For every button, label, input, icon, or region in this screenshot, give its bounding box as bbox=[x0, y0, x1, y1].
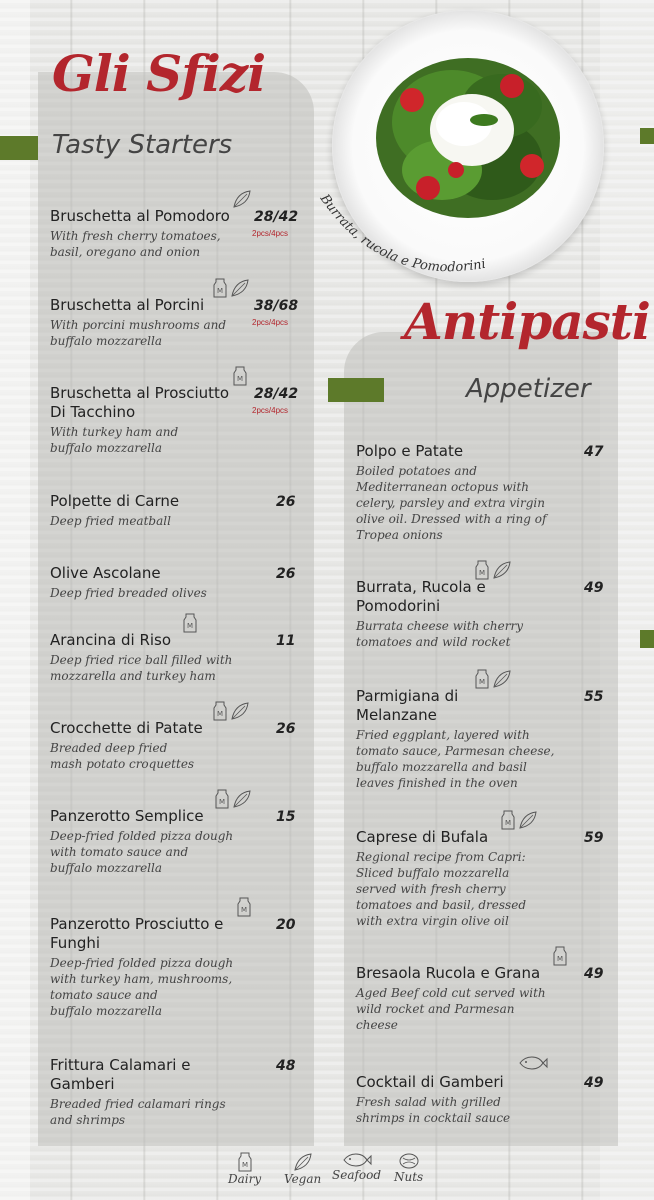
item-dietary-icons bbox=[214, 789, 252, 809]
item-price: 15 bbox=[276, 809, 296, 825]
legend-nuts bbox=[394, 1152, 423, 1184]
item-price: 55 bbox=[584, 689, 604, 705]
vegan-icon bbox=[492, 669, 512, 689]
appetizers-item bbox=[356, 442, 576, 543]
item-description: With fresh cherry tomatoes, basil, oregano and onion bbox=[50, 229, 221, 259]
dairy-icon bbox=[500, 810, 516, 830]
item-price: 59 bbox=[584, 830, 604, 846]
item-description: Deep fried meatball bbox=[50, 514, 171, 528]
item-name: Burrata, Rucola e Pomodorini bbox=[356, 578, 486, 615]
item-name: Caprese di Bufala bbox=[356, 828, 489, 846]
item-name: Bruschetta al Pomodoro bbox=[50, 207, 230, 225]
item-name: Bresaola Rucola e Grana bbox=[356, 964, 541, 982]
item-price: 26 bbox=[276, 494, 296, 510]
item-price: 26 bbox=[276, 566, 296, 582]
svg-text:M: M bbox=[478, 569, 486, 577]
accent-bar-right bbox=[328, 378, 384, 402]
item-price: 26 bbox=[276, 721, 296, 737]
svg-text:M: M bbox=[240, 906, 248, 914]
item-description: Deep fried breaded olives bbox=[50, 586, 207, 600]
starters-item bbox=[50, 807, 250, 876]
appetizers-item bbox=[356, 687, 576, 791]
item-dietary-icons bbox=[552, 946, 568, 966]
item-price: 48 bbox=[276, 1058, 296, 1074]
item-description: Boiled potatoes and Mediterranean octopus with celery, parsley and extra virgin olive oil. Dressed with a ring of Tropea onions bbox=[356, 464, 547, 542]
item-price: 49 bbox=[584, 966, 604, 982]
item-name: Arancina di Riso bbox=[50, 631, 172, 649]
svg-text:Burrata, rucola e Pomodorini bbox=[316, 191, 487, 275]
item-dietary-icons bbox=[182, 613, 198, 633]
legend-label: Nuts bbox=[394, 1170, 424, 1184]
dairy-icon bbox=[474, 669, 490, 689]
item-name: Crocchette di Patate bbox=[50, 719, 203, 737]
item-description: Deep-fried folded pizza dough with tomato sauce and buffalo mozzarella bbox=[50, 829, 234, 875]
dairy-icon bbox=[552, 946, 568, 966]
item-price: 47 bbox=[584, 444, 604, 460]
appetizers-item bbox=[356, 1073, 576, 1126]
vegan-icon bbox=[232, 189, 252, 209]
appetizers-subtitle: Appetizer bbox=[466, 374, 591, 404]
dairy-icon bbox=[474, 560, 490, 580]
legend-label: Vegan bbox=[284, 1172, 322, 1186]
dairy-icon bbox=[212, 701, 228, 721]
plate-caption bbox=[300, 170, 560, 300]
item-name: Olive Ascolane bbox=[50, 564, 161, 582]
item-name: Polpo e Patate bbox=[356, 442, 464, 460]
plate-caption-text: Burrata, rucola e Pomodorini bbox=[316, 191, 487, 276]
item-price: 20 bbox=[276, 917, 296, 933]
starters-item bbox=[50, 207, 250, 260]
appetizers-item bbox=[356, 578, 576, 650]
dairy-icon bbox=[212, 278, 228, 298]
starters-item bbox=[50, 492, 250, 529]
nuts-icon bbox=[394, 1152, 423, 1170]
legend-label: Dairy bbox=[228, 1172, 262, 1186]
starters-item bbox=[50, 1056, 250, 1128]
item-price: 38/68 bbox=[254, 298, 299, 314]
vegan-icon bbox=[232, 789, 252, 809]
item-description: Breaded fried calamari rings and shrimps bbox=[50, 1097, 226, 1127]
starters-item bbox=[50, 915, 250, 1019]
item-name: Frittura Calamari e Gamberi bbox=[50, 1056, 191, 1093]
legend-label: Seafood bbox=[332, 1168, 382, 1182]
starters-item bbox=[50, 719, 250, 772]
accent-bar-left bbox=[0, 136, 38, 160]
item-description: Breaded deep fried mash potato croquettes bbox=[50, 741, 195, 771]
appetizers-item bbox=[356, 964, 576, 1033]
appetizers-title: Antipasti bbox=[404, 292, 650, 351]
dairy-icon bbox=[214, 789, 230, 809]
dairy-icon bbox=[232, 366, 248, 386]
item-price: 11 bbox=[276, 633, 296, 649]
item-description: Deep fried rice ball filled with mozzarella and turkey ham bbox=[50, 653, 233, 683]
item-price: 49 bbox=[584, 1075, 604, 1091]
item-size-note: 2pcs/4pcs bbox=[252, 229, 289, 238]
svg-text:M: M bbox=[241, 1161, 248, 1169]
appetizers-item bbox=[356, 828, 576, 929]
vegan-icon bbox=[284, 1152, 321, 1172]
item-dietary-icons bbox=[232, 366, 248, 386]
item-dietary-icons bbox=[236, 897, 252, 917]
item-description: Burrata cheese with cherry tomatoes and wild rocket bbox=[356, 619, 523, 649]
item-dietary-icons bbox=[232, 189, 252, 209]
item-description: With porcini mushrooms and buffalo mozzarella bbox=[50, 318, 227, 348]
legend-dairy bbox=[228, 1152, 261, 1186]
item-name: Polpette di Carne bbox=[50, 492, 180, 510]
starters-item bbox=[50, 296, 250, 349]
item-name: Bruschetta al Porcini bbox=[50, 296, 205, 314]
item-dietary-icons bbox=[518, 1055, 548, 1071]
item-size-note: 2pcs/4pcs bbox=[252, 318, 289, 327]
item-name: Parmigiana di Melanzane bbox=[356, 687, 459, 724]
starters-subtitle: Tasty Starters bbox=[52, 130, 233, 160]
item-name: Bruschetta al Prosciutto Di Tacchino bbox=[50, 384, 230, 421]
svg-text:M: M bbox=[556, 955, 564, 963]
item-dietary-icons bbox=[212, 701, 250, 721]
starters-title: Gli Sfizi bbox=[52, 44, 266, 103]
svg-text:M: M bbox=[216, 710, 224, 718]
dairy-icon bbox=[182, 613, 198, 633]
legend-seafood bbox=[332, 1152, 381, 1182]
seafood-icon bbox=[332, 1152, 381, 1168]
svg-text:M: M bbox=[504, 819, 512, 827]
item-dietary-icons bbox=[500, 810, 538, 830]
item-description: Fresh salad with grilled shrimps in cocktail sauce bbox=[356, 1095, 511, 1125]
svg-text:M: M bbox=[478, 678, 486, 686]
item-dietary-icons bbox=[474, 669, 512, 689]
item-name: Panzerotto Semplice bbox=[50, 807, 204, 825]
item-price: 28/42 bbox=[254, 209, 299, 225]
vegan-icon bbox=[492, 560, 512, 580]
accent-bar-edge-top bbox=[640, 128, 654, 144]
vegan-icon bbox=[518, 810, 538, 830]
dairy-icon bbox=[236, 897, 252, 917]
svg-text:M: M bbox=[216, 287, 224, 295]
starters-item bbox=[50, 631, 250, 684]
item-price: 49 bbox=[584, 580, 604, 596]
item-size-note: 2pcs/4pcs bbox=[252, 406, 289, 415]
seafood-icon bbox=[518, 1055, 548, 1071]
svg-text:M: M bbox=[236, 375, 244, 383]
item-description: Aged Beef cold cut served with wild rocket and Parmesan cheese bbox=[356, 986, 546, 1032]
svg-text:M: M bbox=[186, 622, 194, 630]
legend-vegan bbox=[284, 1152, 321, 1186]
dairy-icon bbox=[228, 1152, 261, 1172]
starters-item bbox=[50, 384, 250, 456]
accent-bar-edge-bottom bbox=[640, 630, 654, 648]
item-description: Deep-fried folded pizza dough with turkey ham, mushrooms, tomato sauce and buffalo mozzarella bbox=[50, 956, 234, 1018]
item-description: Fried eggplant, layered with tomato sauce, Parmesan cheese, buffalo mozzarella and basil leaves finished in the oven bbox=[356, 728, 555, 790]
item-dietary-icons bbox=[212, 278, 250, 298]
item-dietary-icons bbox=[474, 560, 512, 580]
item-name: Cocktail di Gamberi bbox=[356, 1073, 504, 1091]
item-description: Regional recipe from Capri: Sliced buffalo mozzarella served with fresh cherry tomatoes and basil, dressed with extra virgin olive oil bbox=[356, 850, 526, 928]
vegan-icon bbox=[230, 278, 250, 298]
item-description: With turkey ham and buffalo mozzarella bbox=[50, 425, 179, 455]
vegan-icon bbox=[230, 701, 250, 721]
svg-text:M: M bbox=[218, 798, 226, 806]
item-name: Panzerotto Prosciutto e Funghi bbox=[50, 915, 224, 952]
starters-item bbox=[50, 564, 250, 601]
item-price: 28/42 bbox=[254, 386, 299, 402]
